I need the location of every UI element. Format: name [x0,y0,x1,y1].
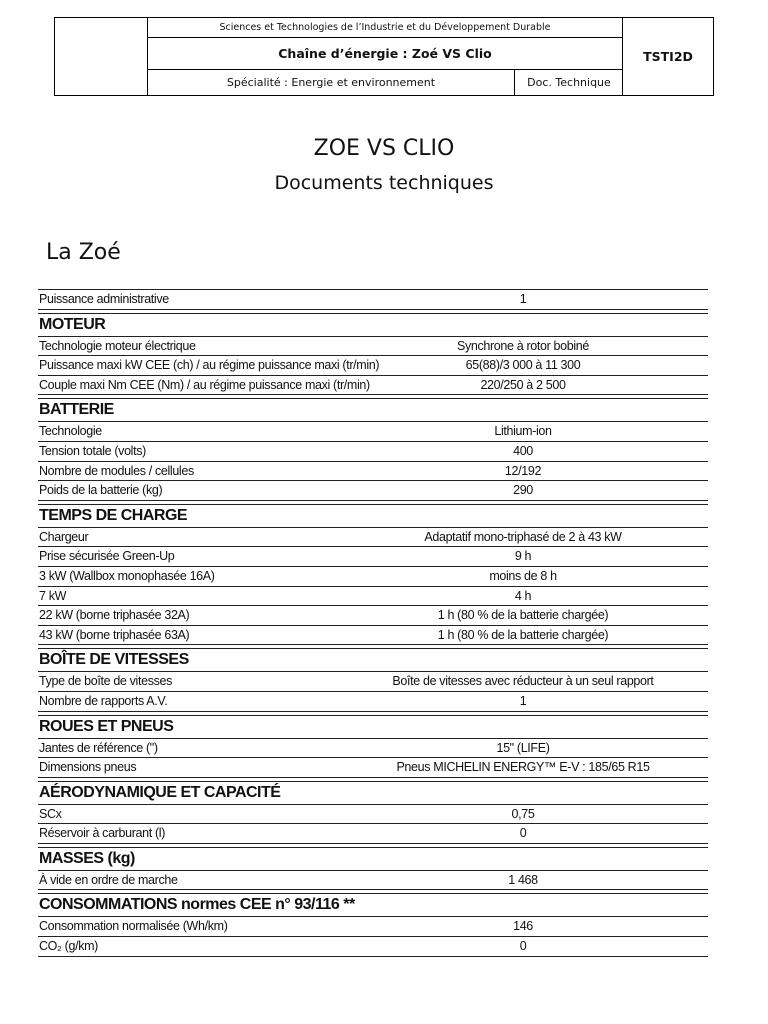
spec-value: 65(88)/3 000 à 11 300 [465,358,581,373]
spec-value: 0 [519,939,527,954]
header-doc-type: Doc. Technique [527,76,611,89]
spec-row [38,442,708,462]
spec-category-aero [38,781,708,805]
spec-category-roues [38,715,708,739]
spec-label: CO₂ (g/km) [39,939,98,954]
section-title: La Zoé [46,240,121,265]
spec-label: Nombre de modules / cellules [39,463,194,478]
spec-label: Consommation normalisée (Wh/km) [39,919,228,934]
spec-value: 1 468 [508,872,538,887]
spec-value: Pneus MICHELIN ENERGY™ E-V : 185/65 R15 [396,760,650,775]
spec-row [38,337,708,357]
spec-value: 1 [519,292,527,306]
spec-label: Nombre de rapports A.V. [39,693,168,708]
spec-category-masses [38,847,708,871]
spec-label: Tension totale (volts) [39,443,146,458]
spec-value: 1 h (80 % de la batterie chargée) [437,627,609,642]
spec-row [38,481,708,501]
spec-row [38,626,708,646]
spec-row [38,692,708,712]
spec-category-boite [38,648,708,672]
spec-value: 12/192 [504,463,542,478]
spec-row [38,871,708,891]
spec-value: Adaptatif mono-triphasé de 2 à 43 kW [424,529,622,544]
spec-table [38,289,708,957]
spec-row [38,587,708,607]
spec-category-batterie [38,398,708,422]
spec-category-title: ROUES ET PNEUS [39,717,174,735]
spec-label: Poids de la batterie (kg) [39,483,163,498]
spec-value: 4 h [514,588,532,603]
header-class-code: TSTI2D [643,49,693,64]
spec-row [38,422,708,442]
header-speciality: Spécialité : Energie et environnement [148,70,515,96]
spec-label: Puissance administrative [39,292,169,306]
spec-label: Technologie moteur électrique [39,338,196,353]
spec-value: 400 [513,443,533,458]
spec-label: Jantes de référence (") [39,740,158,755]
spec-row [38,937,708,957]
spec-category-conso [38,893,708,917]
spec-row [38,606,708,626]
sub-title: Documents techniques [274,172,494,194]
spec-row-admin [38,289,708,310]
spec-value: Synchrone à rotor bobiné [457,338,589,353]
spec-category-moteur [38,313,708,337]
spec-value: Boîte de vitesses avec réducteur à un seul rapport [392,674,654,689]
header-title: Chaîne d’énergie : Zoé VS Clio [148,38,622,70]
spec-label: Réservoir à carburant (l) [39,826,166,841]
spec-label: Prise sécurisée Green-Up [39,549,175,564]
spec-label: Type de boîte de vitesses [39,674,173,689]
spec-row [38,376,708,396]
spec-value: 290 [513,483,533,498]
spec-category-title: MASSES (kg) [39,849,135,867]
spec-row [38,462,708,482]
spec-value: 1 h (80 % de la batterie chargée) [437,608,609,623]
spec-label: SCx [39,806,62,821]
spec-category-charge [38,504,708,528]
spec-row [38,824,708,844]
document-header [54,17,714,96]
spec-category-title: CONSOMMATIONS normes CEE n° 93/116 ** [39,896,355,914]
spec-label: Puissance maxi kW CEE (ch) / au régime puissance maxi (tr/min) [39,358,380,373]
spec-row [38,758,708,778]
spec-category-title: BATTERIE [39,401,114,419]
spec-value: 1 [519,693,527,708]
spec-value: moins de 8 h [489,568,557,583]
header-center [148,18,623,95]
spec-value: 0,75 [511,806,535,821]
spec-value: 220/250 à 2 500 [480,377,566,392]
spec-row [38,528,708,548]
spec-label: Couple maxi Nm CEE (Nm) / au régime puissance maxi (tr/min) [39,377,370,392]
spec-value: 9 h [514,549,532,564]
spec-label: 22 kW (borne triphasée 32A) [39,608,190,623]
spec-row [38,356,708,376]
header-logo-cell [55,18,148,95]
spec-row [38,917,708,937]
spec-label: Dimensions pneus [39,760,137,775]
spec-value: 0 [519,826,527,841]
spec-row [38,672,708,692]
spec-label: Chargeur [39,529,89,544]
spec-row [38,567,708,587]
main-title: ZOE VS CLIO [313,136,455,161]
spec-label: 7 kW [39,588,67,603]
spec-row [38,805,708,825]
spec-label: 3 kW (Wallbox monophasée 16A) [39,568,215,583]
spec-label: À vide en ordre de marche [39,872,178,887]
spec-category-title: AÉRODYNAMIQUE ET CAPACITÉ [39,783,281,801]
spec-value: 15" (LIFE) [496,740,550,755]
spec-category-title: BOÎTE DE VITESSES [39,651,189,669]
spec-value: 146 [513,919,533,934]
spec-label: Technologie [39,424,102,439]
spec-label: 43 kW (borne triphasée 63A) [39,627,190,642]
spec-category-title: TEMPS DE CHARGE [39,506,188,524]
spec-row [38,547,708,567]
spec-value: Lithium-ion [494,424,552,439]
spec-category-title: MOTEUR [39,315,106,333]
header-line1: Sciences et Technologies de l’Industrie et du Développement Durable [148,18,622,38]
spec-row [38,739,708,759]
